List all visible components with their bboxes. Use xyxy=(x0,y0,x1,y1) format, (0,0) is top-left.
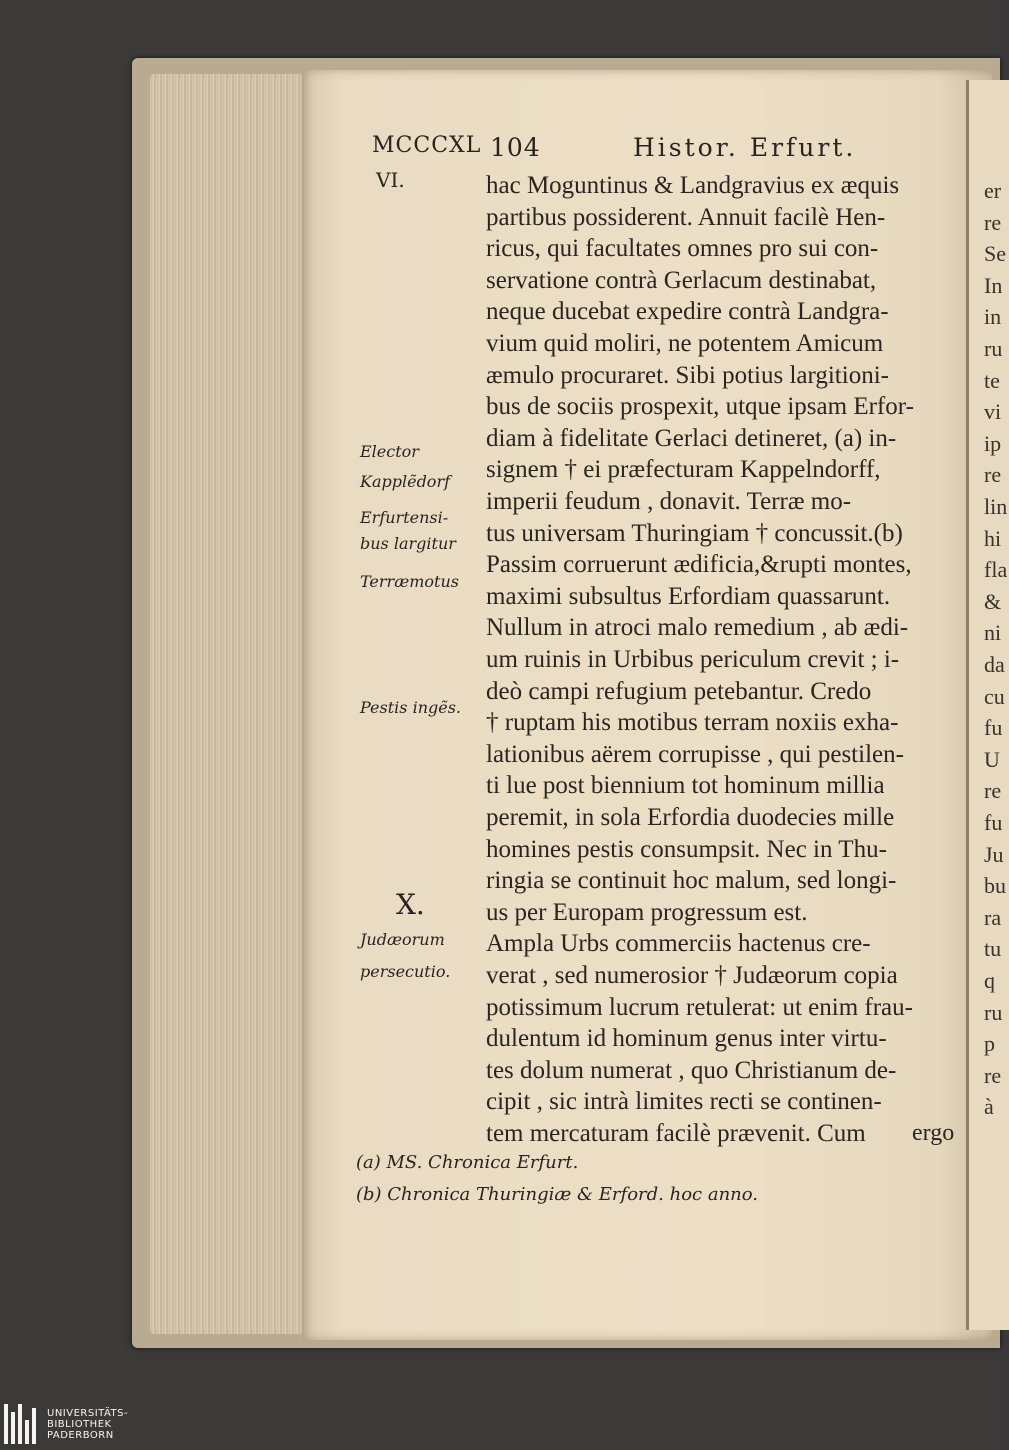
facing-page-fragment: fu xyxy=(984,810,1003,835)
body-line: maximi subsultus Erfordiam quassarunt. xyxy=(486,582,891,610)
facing-page-fragment: in xyxy=(984,304,1002,330)
catchword: ergo xyxy=(912,1120,955,1146)
facing-page-fragment: vi xyxy=(984,399,1002,425)
body-line: servatione contrà Gerlacum destinabat, xyxy=(486,266,877,294)
margin-note: Judæorum xyxy=(360,930,445,949)
margin-note: Kapplẽdorf xyxy=(360,472,451,491)
facing-page-fragment: hi xyxy=(984,525,1002,551)
body-line: hac Moguntinus & Landgravius ex æquis xyxy=(486,172,900,199)
margin-note: bus largitur xyxy=(360,534,456,553)
logo-text xyxy=(47,1408,128,1441)
margin-note: Erfurtensi- xyxy=(360,508,449,527)
body-line: diam à fidelitate Gerlaci detineret, (a) in- xyxy=(486,424,897,452)
body-line: us per Europam progressum est. xyxy=(486,898,808,926)
facing-page-fragment: ru xyxy=(984,999,1003,1025)
facing-page-fragment: ip xyxy=(984,430,1002,456)
facing-page-fragment: à xyxy=(984,1094,994,1120)
margin-note: persecutio. xyxy=(360,962,451,981)
body-line: um ruinis in Urbibus periculum crevit ; i- xyxy=(486,646,900,673)
logo-bars-icon xyxy=(4,1404,39,1444)
body-line: tus universam Thuringiam † concussit.(b) xyxy=(486,519,903,547)
body-line: † ruptam his motibus terram noxiis exha- xyxy=(486,709,899,737)
body-line: vium quid moliri, ne potentem Amicum xyxy=(486,330,884,357)
header-year: MCCCXL xyxy=(372,133,482,158)
facing-page-fragment: te xyxy=(984,367,1000,393)
body-line: ricus, qui facultates omnes pro sui con- xyxy=(486,235,879,263)
section-number: X. xyxy=(396,888,425,921)
logo-line-1: UNIVERSITÄTS- xyxy=(47,1407,129,1419)
body-line: imperii feudum , donavit. Terræ mo- xyxy=(486,488,852,515)
body-line: Passim corruerunt ædificia,&rupti montes, xyxy=(486,551,912,579)
body-line: cipit , sic intrà limites recti se continen- xyxy=(486,1088,882,1116)
facing-page-fragment: Se xyxy=(984,241,1006,267)
footnote-b: (b) Chronica Thuringiæ & Erford. hoc anno. xyxy=(356,1184,758,1205)
body-line: lationibus aërem corrupisse , qui pestilen- xyxy=(486,740,904,768)
body-line: peremit, in sola Erfordia duodecies mille xyxy=(486,804,895,831)
body-line: partibus possiderent. Annuit facilè Hen- xyxy=(486,203,886,231)
facing-page-fragment: cu xyxy=(984,683,1005,709)
page-edges xyxy=(150,74,310,1334)
page-number: 104 xyxy=(490,133,541,162)
facing-page-fragment: bu xyxy=(984,873,1006,899)
facing-page-fragment: ni xyxy=(984,620,1002,646)
body-line: Ampla Urbs commerciis hactenus cre- xyxy=(486,930,871,958)
facing-page-fragment: fla xyxy=(984,557,1008,583)
margin-note: Elector xyxy=(360,442,419,461)
body-line: deò campi refugium petebantur. Credo xyxy=(486,677,872,705)
margin-note: Terræmotus xyxy=(360,572,459,591)
body-line: Nullum in atroci malo remedium , ab ædi- xyxy=(486,614,909,642)
body-line: verat , sed numerosior † Judæorum copia xyxy=(486,962,898,989)
library-logo xyxy=(0,1398,200,1450)
facing-page-fragment: ra xyxy=(984,904,1002,930)
facing-page-fragment: & xyxy=(984,588,1002,614)
body-line: æmulo procuraret. Sibi potius largitioni- xyxy=(486,361,889,389)
facing-page-fragment: Ju xyxy=(984,841,1004,867)
body-line: ti lue post biennium tot hominum millia xyxy=(486,772,885,800)
margin-note: Pestis ingẽs. xyxy=(360,698,461,717)
body-line: tes dolum numerat , quo Christianum de- xyxy=(486,1056,897,1084)
facing-page-fragment: re xyxy=(984,209,1002,235)
facing-page-fragment: da xyxy=(984,652,1005,677)
facing-page-fragment: p xyxy=(984,1031,995,1057)
facing-page-fragment: re xyxy=(984,1062,1002,1088)
facing-page-fragment: ru xyxy=(984,336,1003,361)
facing-page-fragment: re xyxy=(984,462,1002,488)
body-line: potissimum lucrum retulerat: ut enim frau- xyxy=(486,993,913,1021)
logo-line-3: PADERBORN xyxy=(47,1429,114,1441)
body-line: tem mercaturam facilè prævenit. Cum xyxy=(486,1120,866,1147)
facing-page-fragment: er xyxy=(984,178,1002,203)
facing-page-fragment: fu xyxy=(984,715,1003,741)
facing-page-fragment: In xyxy=(984,272,1003,298)
facing-page-fragment: re xyxy=(984,778,1002,804)
facing-page-fragment: q xyxy=(984,968,995,993)
body-line: signem † ei præfecturam Kappelndorff, xyxy=(486,456,881,484)
facing-page-fragment: U xyxy=(984,746,1000,772)
header-year-continued: VI. xyxy=(376,168,405,192)
facing-page-fragment: tu xyxy=(984,936,1002,962)
body-line: homines pestis consumpsit. Nec in Thu- xyxy=(486,835,887,863)
footnote-a: (a) MS. Chronica Erfurt. xyxy=(356,1152,579,1173)
running-title: Histor. Erfurt. xyxy=(633,133,857,162)
body-line: bus de sociis prospexit, utque ipsam Erfor- xyxy=(486,393,914,421)
logo-line-2: BIBLIOTHEK xyxy=(47,1418,112,1430)
body-line: dulentum id hominum genus inter virtu- xyxy=(486,1025,887,1053)
facing-page-fragment: lin xyxy=(984,494,1008,519)
body-line: neque ducebat expedire contrà Landgra- xyxy=(486,298,889,326)
body-line: ringia se continuit hoc malum, sed longi- xyxy=(486,867,897,895)
